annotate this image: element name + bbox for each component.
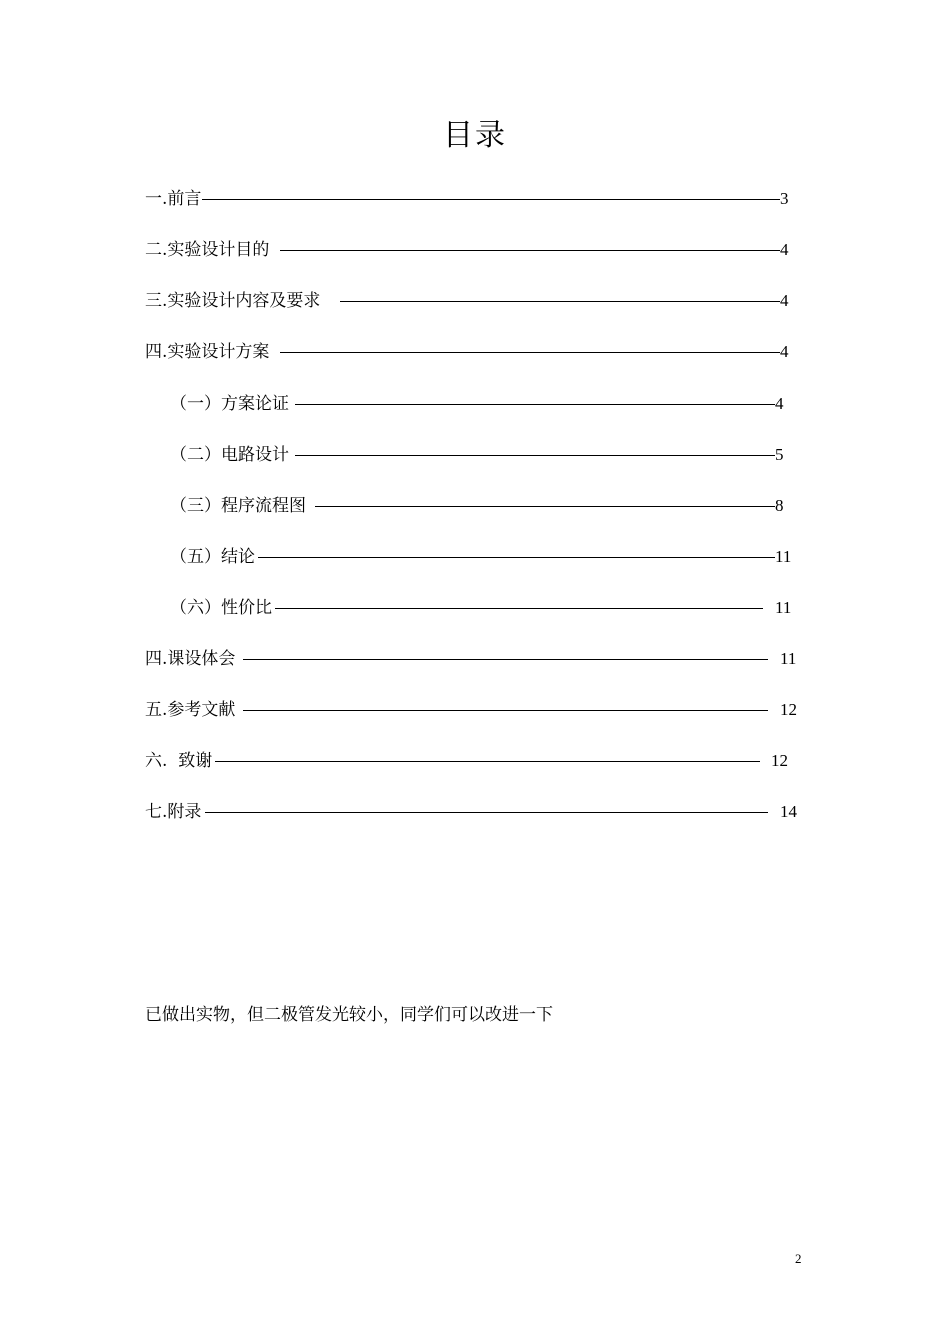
toc-leader-line	[295, 455, 775, 456]
toc-leader-line	[340, 301, 780, 302]
toc-entry-page: 12	[771, 751, 788, 770]
toc-entry	[145, 340, 805, 364]
toc-entry-page: 4	[780, 240, 789, 259]
toc-entry-label: 四.课设体会	[145, 649, 236, 669]
toc-leader-line	[315, 506, 775, 507]
toc-leader-line	[258, 557, 775, 558]
toc-entry-page: 3	[780, 189, 789, 208]
toc-leader-line	[243, 659, 768, 660]
toc-entry-label: （五）结论	[170, 547, 255, 567]
toc-entry-page: 12	[780, 700, 797, 719]
toc-entry	[145, 647, 810, 671]
toc-leader-line	[275, 608, 763, 609]
toc-entry-page: 11	[775, 547, 792, 566]
page-number: 2	[795, 1251, 802, 1266]
toc-leader-line	[280, 352, 780, 353]
toc-entry	[145, 698, 810, 722]
toc-entry-page: 11	[775, 598, 792, 617]
toc-entry	[170, 596, 810, 620]
toc-entry	[145, 800, 810, 824]
toc-leader-line	[215, 761, 760, 762]
toc-entry-page: 4	[780, 291, 789, 310]
toc-entry	[170, 494, 810, 518]
toc-leader-line	[205, 812, 768, 813]
toc-entry	[170, 392, 810, 416]
toc-entry-page: 14	[780, 802, 797, 821]
toc-leader-line	[280, 250, 780, 251]
toc-entry	[170, 545, 810, 569]
toc-entry-label: 二.实验设计目的	[145, 240, 270, 260]
toc-entry-label: （二）电路设计	[170, 445, 289, 465]
toc-entry-label: 六. 致谢	[145, 751, 213, 771]
toc-leader-line	[243, 710, 768, 711]
toc-entry-page: 4	[780, 342, 789, 361]
toc-entry-label: 一.前言	[145, 189, 202, 209]
toc-entry-page: 5	[775, 445, 784, 464]
toc-entry	[170, 443, 810, 467]
toc-entry-label: （三）程序流程图	[170, 496, 306, 516]
toc-leader-line	[200, 199, 780, 200]
toc-entry-label: 五.参考文献	[145, 700, 236, 720]
toc-entry-page: 11	[780, 649, 797, 668]
toc-entry	[145, 187, 805, 211]
toc-entry-label: 四.实验设计方案	[145, 342, 270, 362]
note-text: 已做出实物，但二极管发光较小，同学们可以改进一下	[145, 1005, 553, 1025]
toc-entry-page: 4	[775, 394, 784, 413]
toc-entry	[145, 289, 805, 313]
toc-entry-label: （一）方案论证	[170, 394, 289, 414]
toc-title: 目录	[443, 118, 507, 153]
toc-entry-page: 8	[775, 496, 784, 515]
toc-leader-line	[295, 404, 775, 405]
toc-entry-label: 七.附录	[145, 802, 202, 822]
toc-entry	[145, 749, 810, 773]
toc-entry-label: 三.实验设计内容及要求	[145, 291, 321, 311]
toc-entry-label: （六）性价比	[170, 598, 272, 618]
toc-entry	[145, 238, 805, 262]
